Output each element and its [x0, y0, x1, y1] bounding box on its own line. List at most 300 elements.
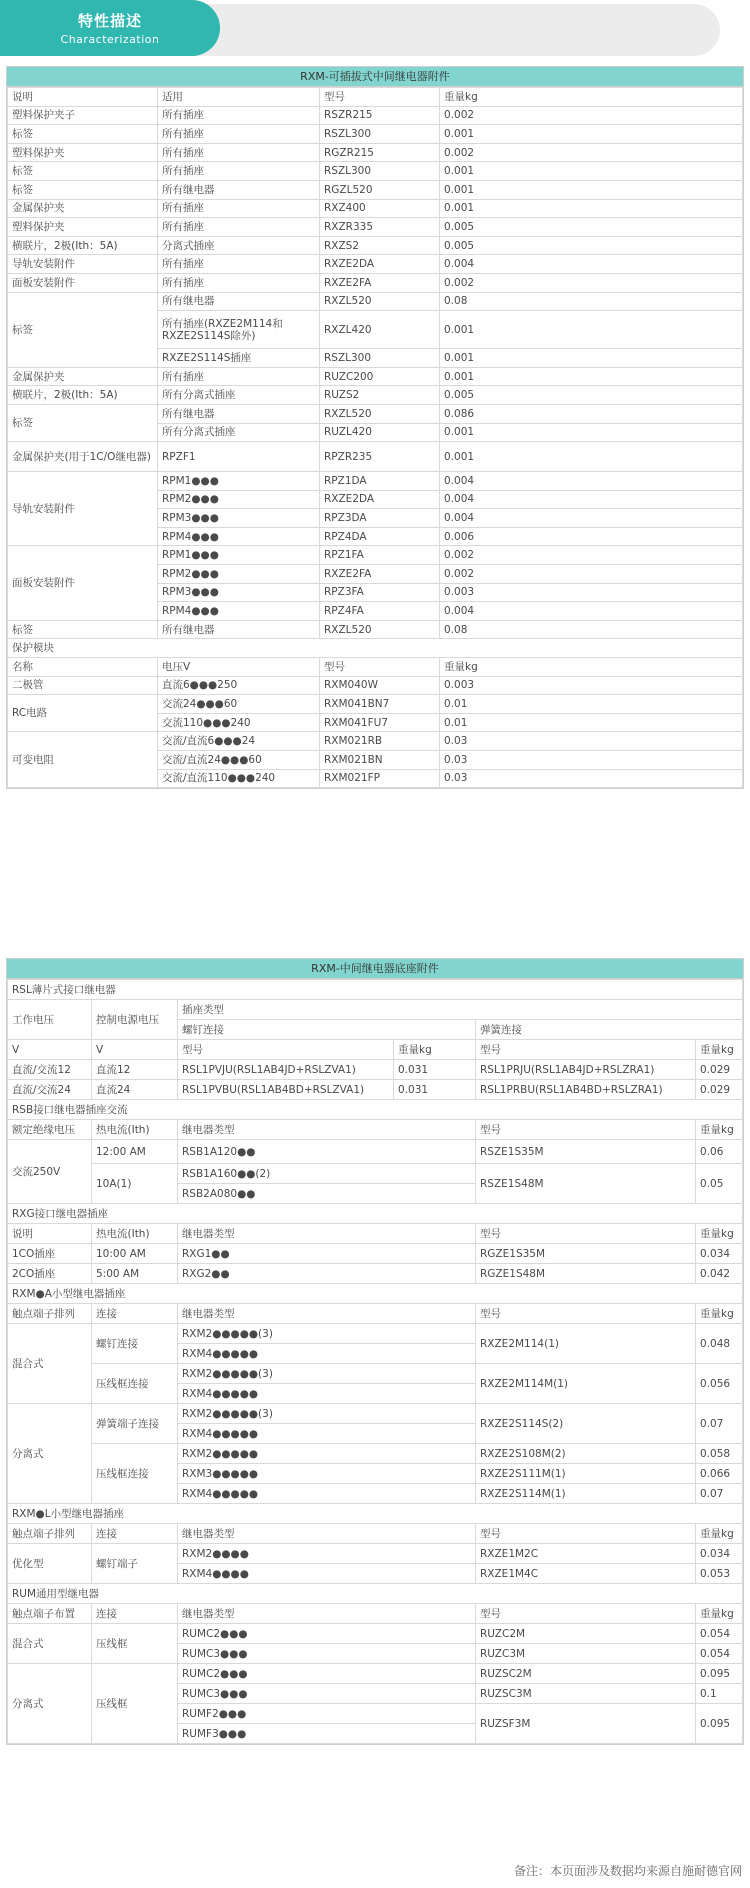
- column-header: 热电流(Ith): [92, 1224, 178, 1244]
- table-row: [8, 106, 743, 125]
- column-header: 型号: [476, 1524, 696, 1544]
- table-cell: 直流24: [92, 1080, 178, 1100]
- table-cell: 直流/交流24: [8, 1080, 92, 1100]
- table-cell: 标签: [8, 620, 158, 639]
- table-row: [8, 236, 743, 255]
- table-cell: RUMC3●●●: [178, 1684, 476, 1704]
- table-cell: 0.005: [440, 218, 743, 237]
- table-row: [8, 1444, 743, 1464]
- table-row: [8, 1544, 743, 1564]
- column-header: 控制电源电压: [92, 1000, 178, 1040]
- table-cell: 0.001: [440, 442, 743, 472]
- table-cell: 所有分离式插座: [158, 386, 320, 405]
- group-label: 交流250V: [8, 1140, 92, 1204]
- table-header-row: [8, 88, 743, 107]
- column-header: 重量kg: [394, 1040, 476, 1060]
- group-label: 标签: [8, 404, 158, 441]
- table-cell: RXZE2S114S插座: [158, 349, 320, 368]
- column-header: 热电流(Ith): [92, 1120, 178, 1140]
- table-cell: 标签: [8, 180, 158, 199]
- column-header: 名称: [8, 658, 158, 677]
- column-header: 重量kg: [440, 658, 743, 677]
- subsection-title-row: [8, 1100, 743, 1120]
- table-cell: 二极管: [8, 676, 158, 695]
- table-row: [8, 367, 743, 386]
- section-title: RXM-可插拔式中间继电器附件: [7, 67, 743, 87]
- table-cell: 0.031: [394, 1080, 476, 1100]
- table-cell: RPM4●●●: [158, 527, 320, 546]
- table-cell: 0.003: [440, 583, 743, 602]
- group-label: 标签: [8, 292, 158, 367]
- table-cell: 导轨安装附件: [8, 255, 158, 274]
- group-label: 分离式: [8, 1664, 92, 1744]
- column-header: 重量kg: [696, 1604, 743, 1624]
- table-cell: RSB1A120●●: [178, 1140, 476, 1164]
- column-header: 重量kg: [696, 1224, 743, 1244]
- table-cell: 0.029: [696, 1060, 743, 1080]
- table-cell: 0.048: [696, 1324, 743, 1364]
- table-cell: RXM3●●●●●: [178, 1464, 476, 1484]
- table-cell: 所有插座: [158, 367, 320, 386]
- table-cell: 0.002: [440, 143, 743, 162]
- group-label: 分离式: [8, 1404, 92, 1504]
- subsection-title: RXM●L小型继电器插座: [8, 1504, 743, 1524]
- table-header-row: [8, 1000, 743, 1020]
- table-cell: 金属保护夹(用于1C/O继电器): [8, 442, 158, 472]
- header-pill: [0, 0, 220, 56]
- table-cell: RSB2A080●●: [178, 1184, 476, 1204]
- subsection-title-row: [8, 639, 743, 658]
- table-cell: RPZ3FA: [320, 583, 440, 602]
- table-cell: 0.05: [696, 1164, 743, 1204]
- table-cell: RSZL300: [320, 125, 440, 144]
- table-row: [8, 273, 743, 292]
- table-cell: 0.06: [696, 1140, 743, 1164]
- table-cell: 0.004: [440, 472, 743, 491]
- table-cell: 0.006: [440, 527, 743, 546]
- table-cell: RXZS2: [320, 236, 440, 255]
- table-cell: RXZL520: [320, 620, 440, 639]
- table-cell: 所有插座: [158, 143, 320, 162]
- table-cell: RSL1PVBU(RSL1AB4BD+RSLZVA1): [178, 1080, 394, 1100]
- column-header: 重量kg: [696, 1120, 743, 1140]
- table-row: [8, 1264, 743, 1284]
- table-cell: 0.002: [440, 565, 743, 584]
- table-cell: RPZ1FA: [320, 546, 440, 565]
- table-cell: 0.01: [440, 695, 743, 714]
- table-cell: 所有插座: [158, 218, 320, 237]
- table-cell: RXM4●●●●●: [178, 1424, 476, 1444]
- table-cell: RXZL520: [320, 292, 440, 311]
- table-cell: RSZE1S35M: [476, 1140, 696, 1164]
- table-cell: 0.003: [440, 676, 743, 695]
- group-label: 优化型: [8, 1544, 92, 1584]
- table-cell: 交流24●●●60: [158, 695, 320, 714]
- table-cell: RPZR235: [320, 442, 440, 472]
- table-cell: 0.01: [440, 713, 743, 732]
- table-cell: 2CO插座: [8, 1264, 92, 1284]
- subsection-title: RXG接口继电器插座: [8, 1204, 743, 1224]
- table-cell: RGZL520: [320, 180, 440, 199]
- table-cell: 0.002: [440, 273, 743, 292]
- table-cell: 0.095: [696, 1664, 743, 1684]
- column-header: 型号: [476, 1304, 696, 1324]
- header-title-cn: 特性描述: [77, 12, 142, 30]
- table-cell: 0.001: [440, 349, 743, 368]
- table-cell: RGZE1S48M: [476, 1264, 696, 1284]
- column-header: 继电器类型: [178, 1120, 476, 1140]
- table-cell: RPM4●●●: [158, 602, 320, 621]
- table-cell: RPZF1: [158, 442, 320, 472]
- column-header: 触点端子排列: [8, 1524, 92, 1544]
- table-row: [8, 218, 743, 237]
- table-cell: RUMC3●●●: [178, 1644, 476, 1664]
- column-header: 连接: [92, 1604, 178, 1624]
- table-cell: RSZL300: [320, 162, 440, 181]
- table-cell: 直流/交流12: [8, 1060, 92, 1080]
- subsection-title-row: [8, 1204, 743, 1224]
- table-header-row: [8, 1304, 743, 1324]
- column-header: 连接: [92, 1524, 178, 1544]
- table-header-row: [8, 1040, 743, 1060]
- column-header: 触点端子排列: [8, 1304, 92, 1324]
- table-cell: 压线框连接: [92, 1364, 178, 1404]
- table-cell: 0.07: [696, 1404, 743, 1444]
- table-cell: RPM1●●●: [158, 546, 320, 565]
- table-row: [8, 1664, 743, 1684]
- subsection-title-row: [8, 1584, 743, 1604]
- table-cell: RXZE2FA: [320, 273, 440, 292]
- table-row: [8, 1244, 743, 1264]
- table-row: [8, 1364, 743, 1384]
- group-label: RC电路: [8, 695, 158, 732]
- table-cell: RSB1A160●●(2): [178, 1164, 476, 1184]
- table-cell: 0.001: [440, 311, 743, 349]
- table-cell: 0.029: [696, 1080, 743, 1100]
- table-cell: RXM021FP: [320, 769, 440, 788]
- table-cell: RUZS2: [320, 386, 440, 405]
- column-header: 说明: [8, 1224, 92, 1244]
- subsection-title: RUM通用型继电器: [8, 1584, 743, 1604]
- table-row: [8, 1080, 743, 1100]
- table-cell: RXM2●●●●●(3): [178, 1324, 476, 1344]
- table-cell: 0.004: [440, 490, 743, 509]
- table-cell: 0.03: [440, 732, 743, 751]
- column-header: 电压V: [158, 658, 320, 677]
- table-cell: RPM1●●●: [158, 472, 320, 491]
- column-header: 连接: [92, 1304, 178, 1324]
- table-cell: 金属保护夹: [8, 367, 158, 386]
- table-row: [8, 1624, 743, 1644]
- table-cell: RUMC2●●●: [178, 1624, 476, 1644]
- table-cell: RUMF3●●●: [178, 1724, 476, 1744]
- table-cell: RSZE1S48M: [476, 1164, 696, 1204]
- table-cell: 标签: [8, 162, 158, 181]
- column-header: 插座类型: [178, 1000, 743, 1020]
- table-row: [8, 1060, 743, 1080]
- table-cell: 0.03: [440, 769, 743, 788]
- table-cell: RXZE2S114M(1): [476, 1484, 696, 1504]
- table-cell: RUZL420: [320, 423, 440, 442]
- table-cell: RXG2●●: [178, 1264, 476, 1284]
- table-cell: 0.056: [696, 1364, 743, 1404]
- column-header: 重量kg: [440, 88, 743, 107]
- table-cell: 所有继电器: [158, 620, 320, 639]
- table-cell: RXZE2M114(1): [476, 1324, 696, 1364]
- table-cell: 0.053: [696, 1564, 743, 1584]
- subsection-title-row: [8, 980, 743, 1000]
- table-cell: 0.001: [440, 125, 743, 144]
- table-cell: RUZSF3M: [476, 1704, 696, 1744]
- table-cell: 0.08: [440, 292, 743, 311]
- table-cell: 塑料保护夹: [8, 143, 158, 162]
- table-cell: 0.034: [696, 1544, 743, 1564]
- table-cell: 12:00 AM: [92, 1140, 178, 1164]
- column-header: 继电器类型: [178, 1524, 476, 1544]
- table-row: [8, 255, 743, 274]
- column-header: 螺钉连接: [178, 1020, 476, 1040]
- table-cell: RUMC2●●●: [178, 1664, 476, 1684]
- table-cell: 所有插座: [158, 125, 320, 144]
- table-cell: 所有插座: [158, 255, 320, 274]
- table-cell: 交流/直流24●●●60: [158, 751, 320, 770]
- column-header: 型号: [320, 658, 440, 677]
- table-cell: 0.086: [440, 404, 743, 423]
- table-cell: RUZC200: [320, 367, 440, 386]
- column-header: 继电器类型: [178, 1604, 476, 1624]
- table-cell: 所有插座: [158, 199, 320, 218]
- table-header-row: [8, 1120, 743, 1140]
- table-cell: 所有插座(RXZE2M114和RXZE2S114S除外): [158, 311, 320, 349]
- table-cell: 0.095: [696, 1704, 743, 1744]
- footer-note: 备注：本页面涉及数据均来源自施耐德官网: [513, 1864, 742, 1878]
- table-cell: RXM2●●●●●(3): [178, 1404, 476, 1424]
- column-header: 继电器类型: [178, 1224, 476, 1244]
- table-cell: RXM4●●●●●: [178, 1344, 476, 1364]
- column-header: V: [8, 1040, 92, 1060]
- table-cell: RXM4●●●●●: [178, 1384, 476, 1404]
- column-header: 型号: [476, 1040, 696, 1060]
- column-header: 型号: [476, 1120, 696, 1140]
- table-cell: 0.058: [696, 1444, 743, 1464]
- table-cell: 0.005: [440, 386, 743, 405]
- table-row: [8, 125, 743, 144]
- table-row: [8, 442, 743, 472]
- table-row: [8, 676, 743, 695]
- table-cell: RXM041BN7: [320, 695, 440, 714]
- table-cell: 所有分离式插座: [158, 423, 320, 442]
- header-strip: [0, 0, 750, 62]
- column-header: 弹簧连接: [476, 1020, 743, 1040]
- table-row: [8, 180, 743, 199]
- table-cell: RXZE2S111M(1): [476, 1464, 696, 1484]
- column-header: 型号: [320, 88, 440, 107]
- table-cell: RPM2●●●: [158, 490, 320, 509]
- table-cell: RUZC2M: [476, 1624, 696, 1644]
- column-header: 继电器类型: [178, 1304, 476, 1324]
- table-cell: RUZC3M: [476, 1644, 696, 1664]
- table-cell: RXM021BN: [320, 751, 440, 770]
- table-cell: 0.004: [440, 509, 743, 528]
- table-row: [8, 386, 743, 405]
- table-cell: RXZ400: [320, 199, 440, 218]
- table-cell: 0.034: [696, 1244, 743, 1264]
- table-row: [8, 162, 743, 181]
- column-header: 工作电压: [8, 1000, 92, 1040]
- table-cell: 压线框连接: [92, 1444, 178, 1504]
- base-accessories-table: [7, 979, 743, 1744]
- table-cell: RXZE1M2C: [476, 1544, 696, 1564]
- table-cell: 0.002: [440, 546, 743, 565]
- table-row: [8, 620, 743, 639]
- table-cell: 0.004: [440, 602, 743, 621]
- group-label: 面板安装附件: [8, 546, 158, 620]
- table-cell: 分离式插座: [158, 236, 320, 255]
- table-cell: RXZE2DA: [320, 490, 440, 509]
- table-cell: 塑料保护夹子: [8, 106, 158, 125]
- table-cell: RPZ4FA: [320, 602, 440, 621]
- table-cell: 0.001: [440, 180, 743, 199]
- table-cell: RXM2●●●●●: [178, 1444, 476, 1464]
- section-title: RXM-中间继电器底座附件: [7, 959, 743, 979]
- subsection-title: RSL薄片式接口继电器: [8, 980, 743, 1000]
- table-cell: RPM3●●●: [158, 509, 320, 528]
- table-cell: 交流/直流110●●●240: [158, 769, 320, 788]
- column-header: 重量kg: [696, 1524, 743, 1544]
- table-cell: 所有插座: [158, 162, 320, 181]
- group-label: 混合式: [8, 1324, 92, 1404]
- table-row: [8, 404, 743, 423]
- table-row: [8, 546, 743, 565]
- table-cell: 0.002: [440, 106, 743, 125]
- table-cell: 0.07: [696, 1484, 743, 1504]
- table-cell: RXM2●●●●●(3): [178, 1364, 476, 1384]
- accessories-table: [7, 87, 743, 788]
- table-row: [8, 1140, 743, 1164]
- table-cell: 压线框: [92, 1664, 178, 1744]
- section-rxm-accessories: [6, 66, 744, 789]
- column-header: 适用: [158, 88, 320, 107]
- table-cell: RXZE1M4C: [476, 1564, 696, 1584]
- table-row: [8, 1404, 743, 1424]
- table-cell: RXZE2FA: [320, 565, 440, 584]
- table-cell: RXZE2M114M(1): [476, 1364, 696, 1404]
- column-header: V: [92, 1040, 178, 1060]
- table-row: [8, 292, 743, 311]
- table-cell: 弹簧端子连接: [92, 1404, 178, 1444]
- table-cell: 10:00 AM: [92, 1244, 178, 1264]
- table-cell: 横联片，2极(Ith：5A): [8, 386, 158, 405]
- table-cell: RSL1PRJU(RSL1AB4JD+RSLZRA1): [476, 1060, 696, 1080]
- group-label: 导轨安装附件: [8, 472, 158, 546]
- table-cell: 所有插座: [158, 273, 320, 292]
- table-cell: 交流/直流6●●●24: [158, 732, 320, 751]
- table-cell: RUZSC2M: [476, 1664, 696, 1684]
- table-cell: 直流12: [92, 1060, 178, 1080]
- column-header: 说明: [8, 88, 158, 107]
- table-cell: 螺钉端子: [92, 1544, 178, 1584]
- table-cell: RXZR335: [320, 218, 440, 237]
- table-cell: 螺钉连接: [92, 1324, 178, 1364]
- table-row: [8, 472, 743, 491]
- table-cell: RXM2●●●●: [178, 1544, 476, 1564]
- table-cell: 0.03: [440, 751, 743, 770]
- table-row: [8, 732, 743, 751]
- table-cell: RXM040W: [320, 676, 440, 695]
- table-cell: RSZR215: [320, 106, 440, 125]
- table-cell: RSL1PRBU(RSL1AB4BD+RSLZRA1): [476, 1080, 696, 1100]
- table-row: [8, 199, 743, 218]
- table-cell: RXM4●●●●●: [178, 1484, 476, 1504]
- column-header: 重量kg: [696, 1304, 743, 1324]
- table-cell: 0.031: [394, 1060, 476, 1080]
- table-cell: RXM021RB: [320, 732, 440, 751]
- table-cell: RSZL300: [320, 349, 440, 368]
- table-cell: 10A(1): [92, 1164, 178, 1204]
- section-base-accessories: [6, 958, 744, 1745]
- table-cell: RXZE2S108M(2): [476, 1444, 696, 1464]
- table-cell: 0.054: [696, 1644, 743, 1664]
- table-cell: 压线框: [92, 1624, 178, 1664]
- table-cell: 塑料保护夹: [8, 218, 158, 237]
- table-cell: RXM4●●●●: [178, 1564, 476, 1584]
- table-cell: 标签: [8, 125, 158, 144]
- table-cell: 直流6●●●250: [158, 676, 320, 695]
- table-cell: 0.001: [440, 423, 743, 442]
- table-row: [8, 695, 743, 714]
- table-cell: 所有插座: [158, 106, 320, 125]
- table-cell: RUMF2●●●: [178, 1704, 476, 1724]
- table-header-row: [8, 1524, 743, 1544]
- table-row: [8, 1164, 743, 1184]
- table-cell: RPZ4DA: [320, 527, 440, 546]
- column-header: 型号: [476, 1224, 696, 1244]
- table-cell: RPZ1DA: [320, 472, 440, 491]
- column-header: 型号: [178, 1040, 394, 1060]
- table-cell: RXZL520: [320, 404, 440, 423]
- table-header-row: [8, 1604, 743, 1624]
- table-cell: RXZE2S114S(2): [476, 1404, 696, 1444]
- table-cell: 0.005: [440, 236, 743, 255]
- table-cell: 0.08: [440, 620, 743, 639]
- table-cell: 0.1: [696, 1684, 743, 1704]
- table-cell: RPM3●●●: [158, 583, 320, 602]
- table-cell: 横联片，2极(Ith：5A): [8, 236, 158, 255]
- table-cell: 0.001: [440, 162, 743, 181]
- table-cell: 面板安装附件: [8, 273, 158, 292]
- table-cell: RPM2●●●: [158, 565, 320, 584]
- column-header: 重量kg: [696, 1040, 743, 1060]
- table-cell: 0.004: [440, 255, 743, 274]
- table-cell: 0.001: [440, 367, 743, 386]
- table-cell: 0.054: [696, 1624, 743, 1644]
- table-header-row: [8, 1224, 743, 1244]
- table-cell: RXG1●●: [178, 1244, 476, 1264]
- table-cell: 所有继电器: [158, 404, 320, 423]
- table-cell: RPZ3DA: [320, 509, 440, 528]
- table-cell: RXZL420: [320, 311, 440, 349]
- table-cell: RUZSC3M: [476, 1684, 696, 1704]
- subsection-title: RSB接口继电器插座交流: [8, 1100, 743, 1120]
- table-cell: RGZR215: [320, 143, 440, 162]
- table-cell: 5:00 AM: [92, 1264, 178, 1284]
- group-label: 可变电阻: [8, 732, 158, 788]
- column-header: 额定绝缘电压: [8, 1120, 92, 1140]
- table-cell: 交流110●●●240: [158, 713, 320, 732]
- table-row: [8, 1324, 743, 1344]
- table-cell: RGZE1S35M: [476, 1244, 696, 1264]
- table-cell: 0.001: [440, 199, 743, 218]
